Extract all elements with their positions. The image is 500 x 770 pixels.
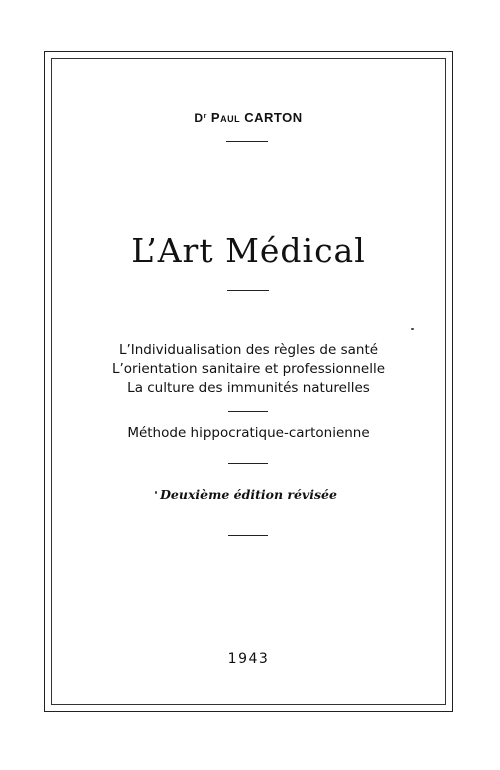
subtitle-line: L’Individualisation des règles de santé bbox=[118, 342, 379, 358]
divider-rule bbox=[227, 290, 269, 291]
publication-year: 1943 bbox=[227, 651, 270, 667]
author-last-name: CARTON bbox=[244, 110, 303, 125]
book-title: L’Art Médical bbox=[131, 231, 366, 270]
author-prefix: $D^r$ bbox=[194, 111, 207, 125]
subtitle-line: La culture des immunités naturelles bbox=[127, 380, 370, 396]
divider-rule bbox=[228, 463, 268, 464]
edition-line: Deuxième édition révisée bbox=[160, 487, 337, 502]
author-line bbox=[51, 110, 446, 125]
divider-rule bbox=[228, 535, 268, 536]
print-speck bbox=[411, 328, 414, 330]
subtitle-line: L’orientation sanitaire et professionnelle bbox=[111, 361, 386, 377]
subtitle-block bbox=[51, 341, 446, 398]
author-first-name: Paul bbox=[210, 110, 241, 125]
method-line: Méthode hippocratique-cartonienne bbox=[127, 425, 370, 441]
divider-rule bbox=[228, 411, 268, 412]
divider-rule bbox=[226, 141, 268, 142]
